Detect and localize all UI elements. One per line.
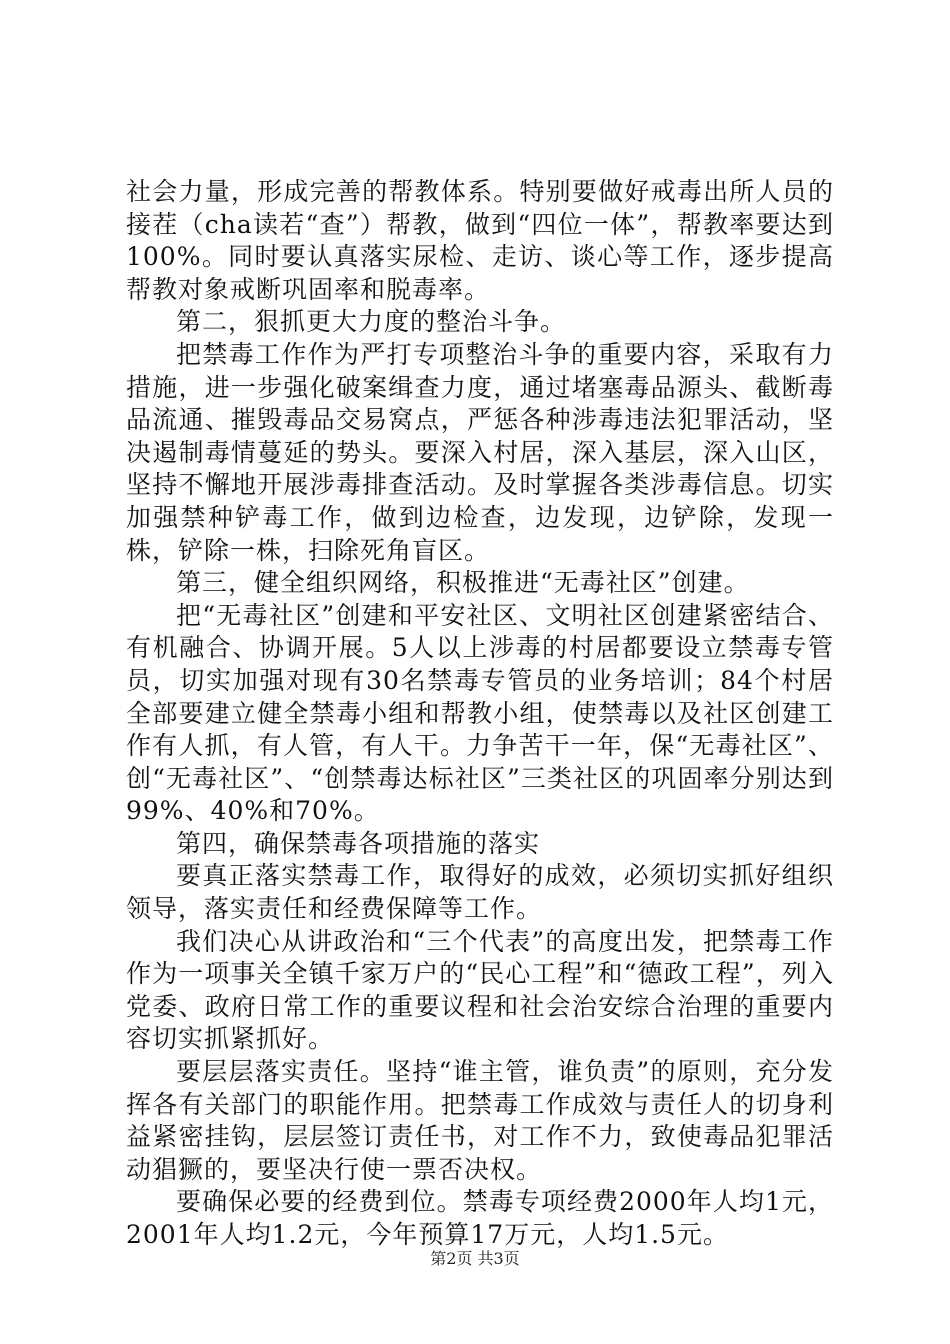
paragraph: 要层层落实责任。坚持“谁主管，谁负责”的原则，充分发挥各有关部门的职能作用。把禁毒工作成效与责任人的切身利益紧密挂钩，层层签订责任书，对工作不力，致使毒品犯罪活动猖獗的，要坚决行使一票否决权。 (126, 1057, 834, 1184)
section-heading-4: 第四，确保禁毒各项措施的落实 (176, 828, 541, 858)
document-body (126, 176, 834, 1252)
paragraph: 把“无毒社区”创建和平安社区、文明社区创建紧密结合、有机融合、协调开展。5人以上涉毒的村居都要设立禁毒专管员，切实加强对现有30名禁毒专管员的业务培训；84个村居全部要建立健全禁毒小组和帮教小组，使禁毒以及社区创建工作有人抓，有人管，有人干。力争苦干一年，保“无毒社区”、创“无毒社区”、“创禁毒达标社区”三类社区的巩固率分别达到99%、40%和70%。 (126, 600, 834, 826)
page-number-footer: 第2页 共3页 (430, 1249, 520, 1268)
section-heading-2: 第二，狠抓更大力度的整治斗争。 (176, 307, 567, 337)
paragraph: 要真正落实禁毒工作，取得好的成效，必须切实抓好组织领导，落实责任和经费保障等工作。 (126, 861, 834, 924)
section-heading-3: 第三，健全组织网络，积极推进“无毒社区”创建。 (176, 568, 750, 598)
paragraph: 把禁毒工作作为严打专项整治斗争的重要内容，采取有力措施，进一步强化破案缉查力度，通过堵塞毒品源头、截断毒品流通、摧毁毒品交易窝点，严惩各种涉毒违法犯罪活动，坚决遏制毒情蔓延的势头。要深入村居，深入基层，深入山区，坚持不懈地开展涉毒排查活动。及时掌握各类涉毒信息。切实加强禁种铲毒工作，做到边检查，边发现，边铲除，发现一株，铲除一株，扫除死角盲区。 (126, 339, 834, 565)
paragraph: 我们决心从讲政治和“三个代表”的高度出发，把禁毒工作作为一项事关全镇千家万户的“民心工程”和“德政工程”，列入党委、政府日常工作的重要议程和社会治安综合治理的重要内容切实抓紧抓好。 (126, 926, 834, 1054)
paragraph-continued: 社会力量，形成完善的帮教体系。特别要做好戒毒出所人员的接茬（cha读若“查”）帮教，做到“四位一体”，帮教率要达到100%。同时要认真落实尿检、走访、谈心等工作，逐步提高帮教对象戒断巩固率和脱毒率。 (126, 177, 834, 304)
paragraph: 要确保必要的经费到位。禁毒专项经费2000年人均1元，2001年人均1.2元，今年预算17万元，人均1.5元。 (126, 1187, 834, 1249)
